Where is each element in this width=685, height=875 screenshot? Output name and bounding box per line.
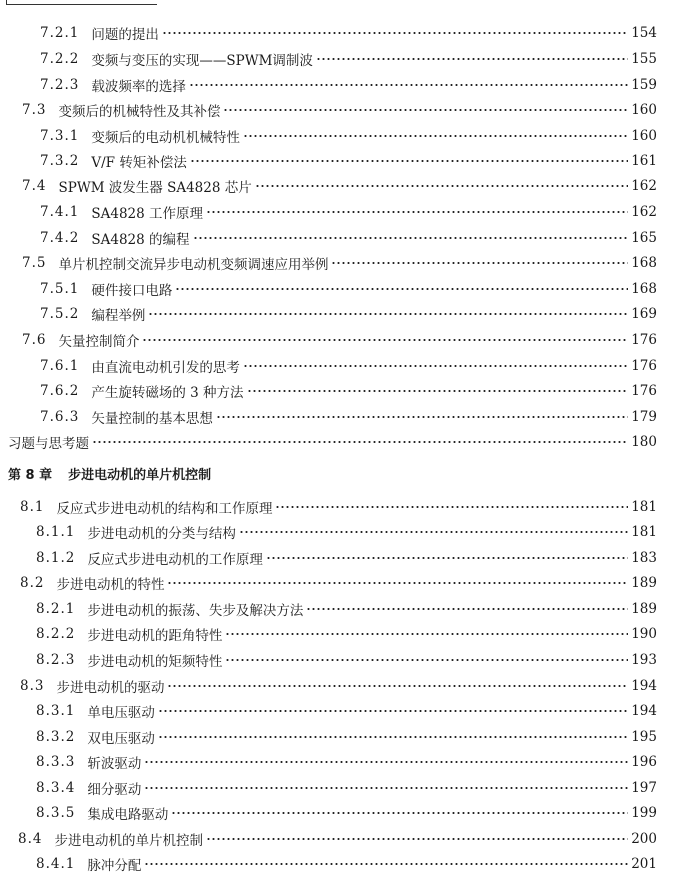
toc-entry[interactable] [40, 227, 657, 249]
leader-dots [266, 552, 628, 564]
toc-entry-page: 179 [631, 409, 657, 425]
toc-entry-number: 7.5.2 [40, 306, 80, 322]
toc-entry-title: 问题的提出 [91, 27, 159, 43]
toc-entry[interactable] [40, 278, 657, 300]
toc-entry[interactable] [36, 547, 657, 569]
leader-dots [144, 756, 628, 768]
toc-entry-page: 194 [631, 703, 657, 719]
leader-dots [243, 360, 628, 372]
toc-section-title: 反应式步进电动机的结构和工作原理 [56, 501, 273, 517]
toc-section-number: 7.3 [22, 102, 47, 118]
toc-entry-number: 7.2.2 [40, 51, 80, 67]
toc-entry-title: SA4828 的编程 [91, 232, 190, 248]
toc-entry-title: 斩波驱动 [87, 756, 142, 772]
toc-entry-title: 脉冲分配 [87, 858, 142, 874]
header-rule [6, 0, 157, 5]
toc-entry-number: 7.6.3 [40, 409, 80, 425]
leader-dots [223, 104, 628, 116]
toc-entry-page: 162 [631, 204, 657, 220]
leader-dots [243, 130, 628, 142]
toc-entry[interactable] [40, 48, 657, 70]
toc-section[interactable] [20, 572, 657, 594]
toc-section-page: 189 [631, 575, 657, 591]
toc-entry-number: 7.3.1 [40, 128, 80, 144]
leader-dots [162, 27, 628, 39]
toc-entry[interactable] [36, 623, 657, 645]
toc-entry-number: 7.2.1 [40, 25, 80, 41]
toc-entry-title: 矢量控制的基本思想 [91, 411, 213, 427]
toc-section-title: 变频后的机械特性及其补偿 [58, 104, 221, 120]
toc-entry-page: 160 [631, 128, 657, 144]
toc-entry[interactable] [36, 802, 657, 824]
leader-dots [206, 206, 628, 218]
leader-dots [331, 257, 628, 269]
toc-entry[interactable] [40, 303, 657, 325]
leader-dots [92, 436, 628, 448]
toc-entry-title: 由直流电动机引发的思考 [91, 360, 240, 376]
toc-section-page: 200 [631, 831, 657, 847]
toc-entry-page: 159 [631, 77, 657, 93]
toc-section-page: 194 [631, 678, 657, 694]
toc-entry-title: 单电压驱动 [87, 705, 155, 721]
toc-section-number: 8.4 [18, 831, 43, 847]
leader-dots [167, 680, 628, 692]
toc-section-number: 8.3 [20, 678, 45, 694]
toc-entry-number: 8.2.3 [36, 652, 76, 668]
toc-entry-title: 产生旋转磁场的 3 种方法 [91, 385, 244, 401]
toc-entry-page: 168 [631, 281, 657, 297]
toc-entry[interactable] [40, 355, 657, 377]
toc-entry-page: 196 [631, 754, 657, 770]
toc-exercises[interactable] [8, 431, 657, 453]
toc-entry-page: 155 [631, 51, 657, 67]
toc-section[interactable] [20, 675, 657, 697]
toc-entry-page: 176 [631, 383, 657, 399]
chapter-title: 步进电动机的单片机控制 [68, 467, 212, 483]
toc-entry[interactable] [36, 700, 657, 722]
leader-dots [239, 526, 628, 538]
leader-dots [167, 577, 628, 589]
leader-dots [158, 705, 628, 717]
toc-entry-page: 161 [631, 153, 657, 169]
leader-dots [144, 782, 628, 794]
leader-dots [225, 654, 628, 666]
toc-exercises-page: 180 [631, 434, 657, 450]
toc-entry-number: 7.4.1 [40, 204, 80, 220]
toc-section-page: 168 [631, 255, 657, 271]
toc-section-page: 160 [631, 102, 657, 118]
toc-entry-title: 双电压驱动 [87, 731, 155, 747]
toc-section-page: 176 [631, 332, 657, 348]
toc-exercises-title: 习题与思考题 [8, 436, 89, 452]
toc-entry-title: 硬件接口电路 [91, 283, 173, 299]
leader-dots [158, 731, 628, 743]
leader-dots [247, 385, 629, 397]
toc-section-page: 181 [631, 499, 657, 515]
toc-entry-number: 8.3.3 [36, 754, 76, 770]
leader-dots [189, 79, 628, 91]
toc-entry-number: 7.5.1 [40, 281, 80, 297]
toc-entry[interactable] [36, 649, 657, 671]
leader-dots [175, 283, 628, 295]
chapter-number: 第 8 章 [8, 467, 53, 483]
leader-dots [148, 308, 628, 320]
toc-entry[interactable] [36, 598, 657, 620]
toc-section-number: 8.2 [20, 575, 45, 591]
toc-entry[interactable] [40, 380, 657, 402]
toc-entry-title: 变频后的电动机机械特性 [91, 130, 240, 146]
toc-entry-number: 7.6.2 [40, 383, 80, 399]
toc-section-title: 步进电动机的驱动 [56, 680, 165, 696]
toc-section[interactable] [22, 252, 657, 274]
toc-entry-number: 8.4.1 [36, 856, 76, 872]
toc-entry-number: 7.3.2 [40, 153, 80, 169]
toc-entry-page: 195 [631, 729, 657, 745]
toc-entry[interactable] [40, 150, 657, 172]
toc-entry-title: 步进电动机的矩频特性 [87, 654, 223, 670]
toc-entry[interactable] [36, 521, 657, 543]
toc-section-title: 步进电动机的特性 [56, 577, 165, 593]
toc-entry-page: 190 [631, 626, 657, 642]
toc-entry-page: 199 [631, 805, 657, 821]
toc-section-number: 7.6 [22, 332, 47, 348]
toc-section[interactable] [20, 496, 657, 518]
toc-entry-page: 197 [631, 780, 657, 796]
toc-entry-title: 编程举例 [91, 308, 146, 324]
toc-entry-number: 7.4.2 [40, 230, 80, 246]
toc-entry-number: 8.1.2 [36, 550, 76, 566]
leader-dots [216, 411, 628, 423]
toc-section-title: 步进电动机的单片机控制 [54, 833, 203, 849]
toc-entry-page: 154 [631, 25, 657, 41]
toc-entry[interactable] [40, 406, 657, 428]
toc-section[interactable] [22, 99, 657, 121]
toc-entry-page: 183 [631, 550, 657, 566]
leader-dots [142, 334, 628, 346]
toc-entry-number: 8.3.5 [36, 805, 76, 821]
toc-entry-number: 8.3.4 [36, 780, 76, 796]
toc-entry-title: 变频与变压的实现——SPWM调制波 [91, 53, 313, 69]
toc-entry-number: 8.2.1 [36, 601, 76, 617]
toc-entry-number: 7.6.1 [40, 358, 80, 374]
toc-entry-page: 193 [631, 652, 657, 668]
toc-section-page: 162 [631, 178, 657, 194]
toc-entry-title: 载波频率的选择 [91, 79, 186, 95]
toc-entry[interactable] [40, 125, 657, 147]
toc-entry-title: 反应式步进电动机的工作原理 [87, 552, 263, 568]
toc-entry[interactable] [36, 726, 657, 748]
toc-entry-title: 步进电动机的分类与结构 [87, 526, 236, 542]
leader-dots [255, 180, 628, 192]
toc-entry[interactable] [40, 22, 657, 44]
leader-dots [171, 807, 628, 819]
toc-section[interactable] [22, 329, 657, 351]
toc-entry-title: 步进电动机的距角特性 [87, 628, 223, 644]
toc-entry-number: 8.3.1 [36, 703, 76, 719]
toc-entry-page: 201 [631, 856, 657, 872]
toc-entry-page: 189 [631, 601, 657, 617]
leader-dots [316, 53, 628, 65]
leader-dots [206, 833, 628, 845]
toc-entry[interactable] [40, 74, 657, 96]
toc-section-title: SPWM 波发生器 SA4828 芯片 [58, 180, 252, 196]
toc-section-number: 8.1 [20, 499, 45, 515]
toc-entry-page: 165 [631, 230, 657, 246]
leader-dots [193, 232, 629, 244]
leader-dots [144, 858, 628, 870]
toc-entry-title: V/F 转矩补偿法 [91, 155, 187, 171]
toc-entry-title: 步进电动机的振荡、失步及解决方法 [87, 603, 304, 619]
toc-entry-number: 8.1.1 [36, 524, 76, 540]
leader-dots [275, 501, 628, 513]
toc-entry[interactable] [36, 777, 657, 799]
toc-entry-title: 细分驱动 [87, 782, 142, 798]
leader-dots [306, 603, 628, 615]
toc-entry-page: 176 [631, 358, 657, 374]
leader-dots [190, 155, 628, 167]
toc-entry-number: 8.3.2 [36, 729, 76, 745]
toc-entry[interactable] [36, 751, 657, 773]
toc-section[interactable] [18, 828, 657, 850]
toc-section-title: 单片机控制交流异步电动机变频调速应用举例 [58, 257, 329, 273]
toc-entry[interactable] [40, 201, 657, 223]
toc-entry-title: SA4828 工作原理 [91, 206, 204, 222]
toc-section-number: 7.4 [22, 178, 47, 194]
toc-entry-title: 集成电路驱动 [87, 807, 169, 823]
toc-section-title: 矢量控制简介 [58, 334, 140, 350]
toc-entry-page: 181 [631, 524, 657, 540]
leader-dots [225, 628, 628, 640]
toc-entry-page: 169 [631, 306, 657, 322]
toc-section-number: 7.5 [22, 255, 47, 271]
toc-entry[interactable] [36, 853, 657, 875]
toc-entry-number: 8.2.2 [36, 626, 76, 642]
toc-section[interactable] [22, 175, 657, 197]
toc-entry-number: 7.2.3 [40, 77, 80, 93]
chapter-heading[interactable] [8, 462, 211, 484]
